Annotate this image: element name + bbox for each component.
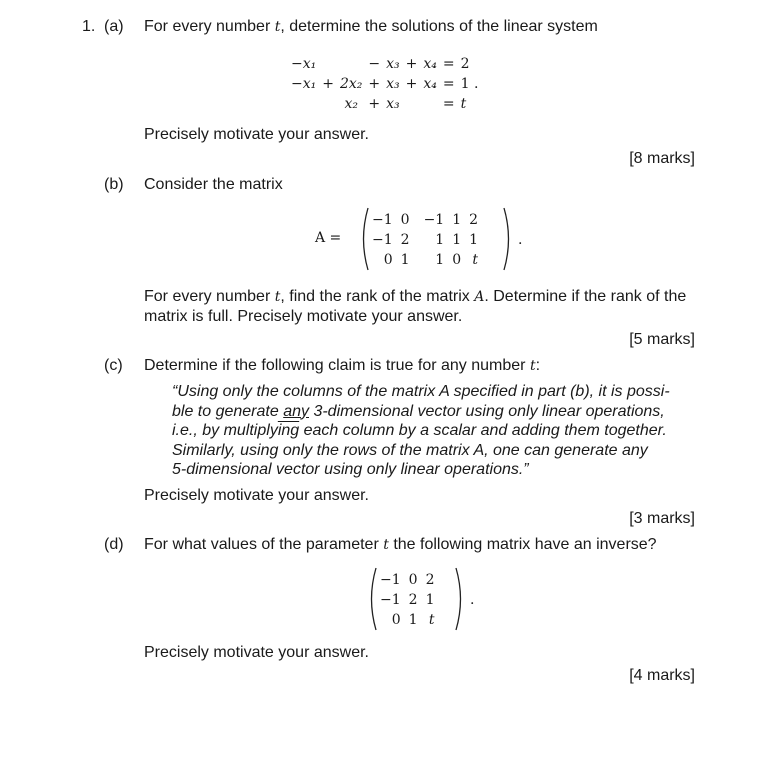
matrix-cell: t bbox=[428, 612, 435, 628]
claim-line-4: Similarly, using only the rows of the matrix A, one can generate any bbox=[172, 441, 648, 459]
matrix-cell: 1 bbox=[452, 232, 462, 248]
part-d-var-t: t bbox=[383, 537, 389, 553]
part-c-prompt-post: : bbox=[535, 357, 541, 374]
matrix-cell: −1 bbox=[372, 232, 393, 248]
part-a-var-t: t bbox=[274, 19, 281, 35]
claim-l2-pre: ble to generate bbox=[172, 402, 284, 420]
part-b-text-pre: For every number bbox=[144, 288, 275, 305]
cell: + bbox=[322, 76, 334, 92]
cell bbox=[319, 94, 337, 114]
matrix-cell: 2 bbox=[469, 212, 479, 228]
part-a-marks: [8 marks] bbox=[629, 150, 695, 167]
matrix-a-row-1 bbox=[368, 210, 482, 230]
part-d-prompt-pre: For what values of the parameter bbox=[144, 536, 384, 553]
part-c-prompt bbox=[144, 357, 540, 375]
part-a-label: (a) bbox=[104, 18, 124, 35]
cell bbox=[288, 94, 319, 114]
part-d-prompt-post: the following matrix have an inverse? bbox=[388, 536, 657, 553]
right-paren-icon bbox=[502, 206, 514, 272]
matrix-d-row-2 bbox=[376, 590, 438, 610]
question-number: 1. bbox=[82, 18, 96, 35]
matrix-cell: −1 bbox=[380, 592, 401, 608]
part-b-prompt: Consider the matrix bbox=[144, 176, 283, 193]
part-b-text-line1 bbox=[144, 288, 686, 306]
cell bbox=[337, 54, 365, 74]
part-c-marks: [3 marks] bbox=[629, 510, 695, 527]
claim-l3-post: each column by a scalar and adding them together. bbox=[299, 422, 667, 439]
claim-overlined-ing: $\overline{ing}$ bbox=[277, 422, 300, 439]
cell bbox=[319, 54, 337, 74]
cell: x₃ bbox=[386, 96, 400, 112]
cell bbox=[420, 94, 440, 114]
matrix-cell: 1 bbox=[435, 232, 445, 248]
system-row-3 bbox=[288, 94, 481, 114]
part-d-prompt bbox=[144, 536, 657, 554]
matrix-cell: 2 bbox=[400, 232, 410, 248]
cell: + bbox=[368, 76, 381, 92]
matrix-cell: −1 bbox=[380, 572, 401, 588]
cell: 2x₂ bbox=[339, 76, 363, 92]
matrix-cell: 1 bbox=[425, 592, 435, 608]
matrix-a-row-3 bbox=[368, 250, 482, 270]
part-a-prompt bbox=[144, 18, 598, 36]
matrix-d-period: . bbox=[470, 592, 475, 608]
matrix-a bbox=[368, 210, 482, 270]
cell: x₂ bbox=[344, 96, 358, 112]
matrix-d-row-1 bbox=[376, 570, 438, 590]
part-c-motivate: Precisely motivate your answer. bbox=[144, 487, 369, 504]
matrix-cell: 1 bbox=[452, 212, 462, 228]
matrix-cell: 1 bbox=[469, 232, 479, 248]
claim-l3-pre: i.e., by multiply bbox=[172, 422, 278, 439]
claim-line-2 bbox=[172, 402, 677, 422]
part-d-motivate: Precisely motivate your answer. bbox=[144, 644, 369, 661]
part-b-marks: [5 marks] bbox=[629, 331, 695, 348]
system-row-1 bbox=[288, 54, 481, 74]
matrix-d-row-3 bbox=[376, 610, 438, 630]
cell: x₄ bbox=[423, 76, 437, 92]
part-c-label: (c) bbox=[104, 357, 123, 374]
cell: t bbox=[460, 96, 467, 112]
matrix-cell: 0 bbox=[383, 252, 393, 268]
part-b-var-a: A bbox=[474, 289, 485, 305]
right-paren-icon bbox=[454, 566, 466, 632]
matrix-a-row-2 bbox=[368, 230, 482, 250]
cell: 1 . bbox=[460, 76, 479, 92]
matrix-cell: −1 bbox=[372, 212, 393, 228]
matrix-cell: 1 bbox=[400, 252, 410, 268]
matrix-cell: 0 bbox=[452, 252, 462, 268]
part-b-label: (b) bbox=[104, 176, 124, 193]
matrix-cell: 0 bbox=[391, 612, 401, 628]
part-c-prompt-pre: Determine if the following claim is true for any number bbox=[144, 357, 530, 374]
part-d-marks: [4 marks] bbox=[629, 667, 695, 684]
claim-underlined-any: any bbox=[283, 402, 309, 420]
cell: −x₁ bbox=[291, 76, 317, 92]
part-b-text-line2: matrix is full. Precisely motivate your answer. bbox=[144, 308, 463, 325]
part-a-prompt-pre: For every number bbox=[144, 18, 275, 35]
matrix-cell: 1 bbox=[435, 252, 445, 268]
claim-line-5: 5-dimensional vector using only linear operations.” bbox=[172, 461, 529, 478]
cell: + bbox=[405, 56, 418, 72]
matrix-cell: 0 bbox=[408, 572, 418, 588]
matrix-cell: 2 bbox=[408, 592, 418, 608]
cell: − bbox=[368, 56, 381, 72]
cell: x₃ bbox=[386, 76, 400, 92]
cell: x₃ bbox=[386, 56, 400, 72]
matrix-cell: 0 bbox=[400, 212, 410, 228]
cell: x₄ bbox=[423, 56, 437, 72]
part-b-var-t: t bbox=[274, 289, 281, 305]
cell: = bbox=[442, 76, 455, 92]
matrix-d bbox=[376, 570, 438, 630]
matrix-cell: −1 bbox=[423, 212, 445, 228]
system-row-2 bbox=[288, 74, 481, 94]
cell bbox=[403, 94, 421, 114]
matrix-a-period: . bbox=[518, 232, 523, 248]
matrix-cell: 1 bbox=[408, 612, 418, 628]
cell: = bbox=[442, 56, 455, 72]
part-d-label: (d) bbox=[104, 536, 124, 553]
part-b-text-mid: , find the rank of the matrix bbox=[280, 288, 475, 305]
claim-quote bbox=[172, 382, 677, 480]
matrix-a-label: A = bbox=[315, 230, 342, 246]
cell: −x₁ bbox=[291, 56, 317, 72]
cell: = bbox=[442, 96, 455, 112]
part-c-var-t: t bbox=[529, 358, 536, 374]
linear-system bbox=[288, 54, 481, 114]
claim-line-3 bbox=[172, 421, 677, 441]
matrix-cell: t bbox=[472, 252, 479, 268]
part-a-prompt-post: , determine the solutions of the linear system bbox=[280, 18, 598, 35]
part-b-text-post: . Determine if the rank of the bbox=[484, 288, 687, 305]
cell: + bbox=[405, 76, 418, 92]
claim-l2-post: 3-dimensional vector using only linear operations, bbox=[309, 402, 665, 420]
claim-line-1: “Using only the columns of the matrix A specified in part (b), it is possi- bbox=[172, 383, 670, 400]
cell: + bbox=[368, 96, 381, 112]
matrix-cell: 2 bbox=[425, 572, 435, 588]
part-a-motivate: Precisely motivate your answer. bbox=[144, 126, 369, 143]
cell: 2 bbox=[460, 56, 470, 72]
